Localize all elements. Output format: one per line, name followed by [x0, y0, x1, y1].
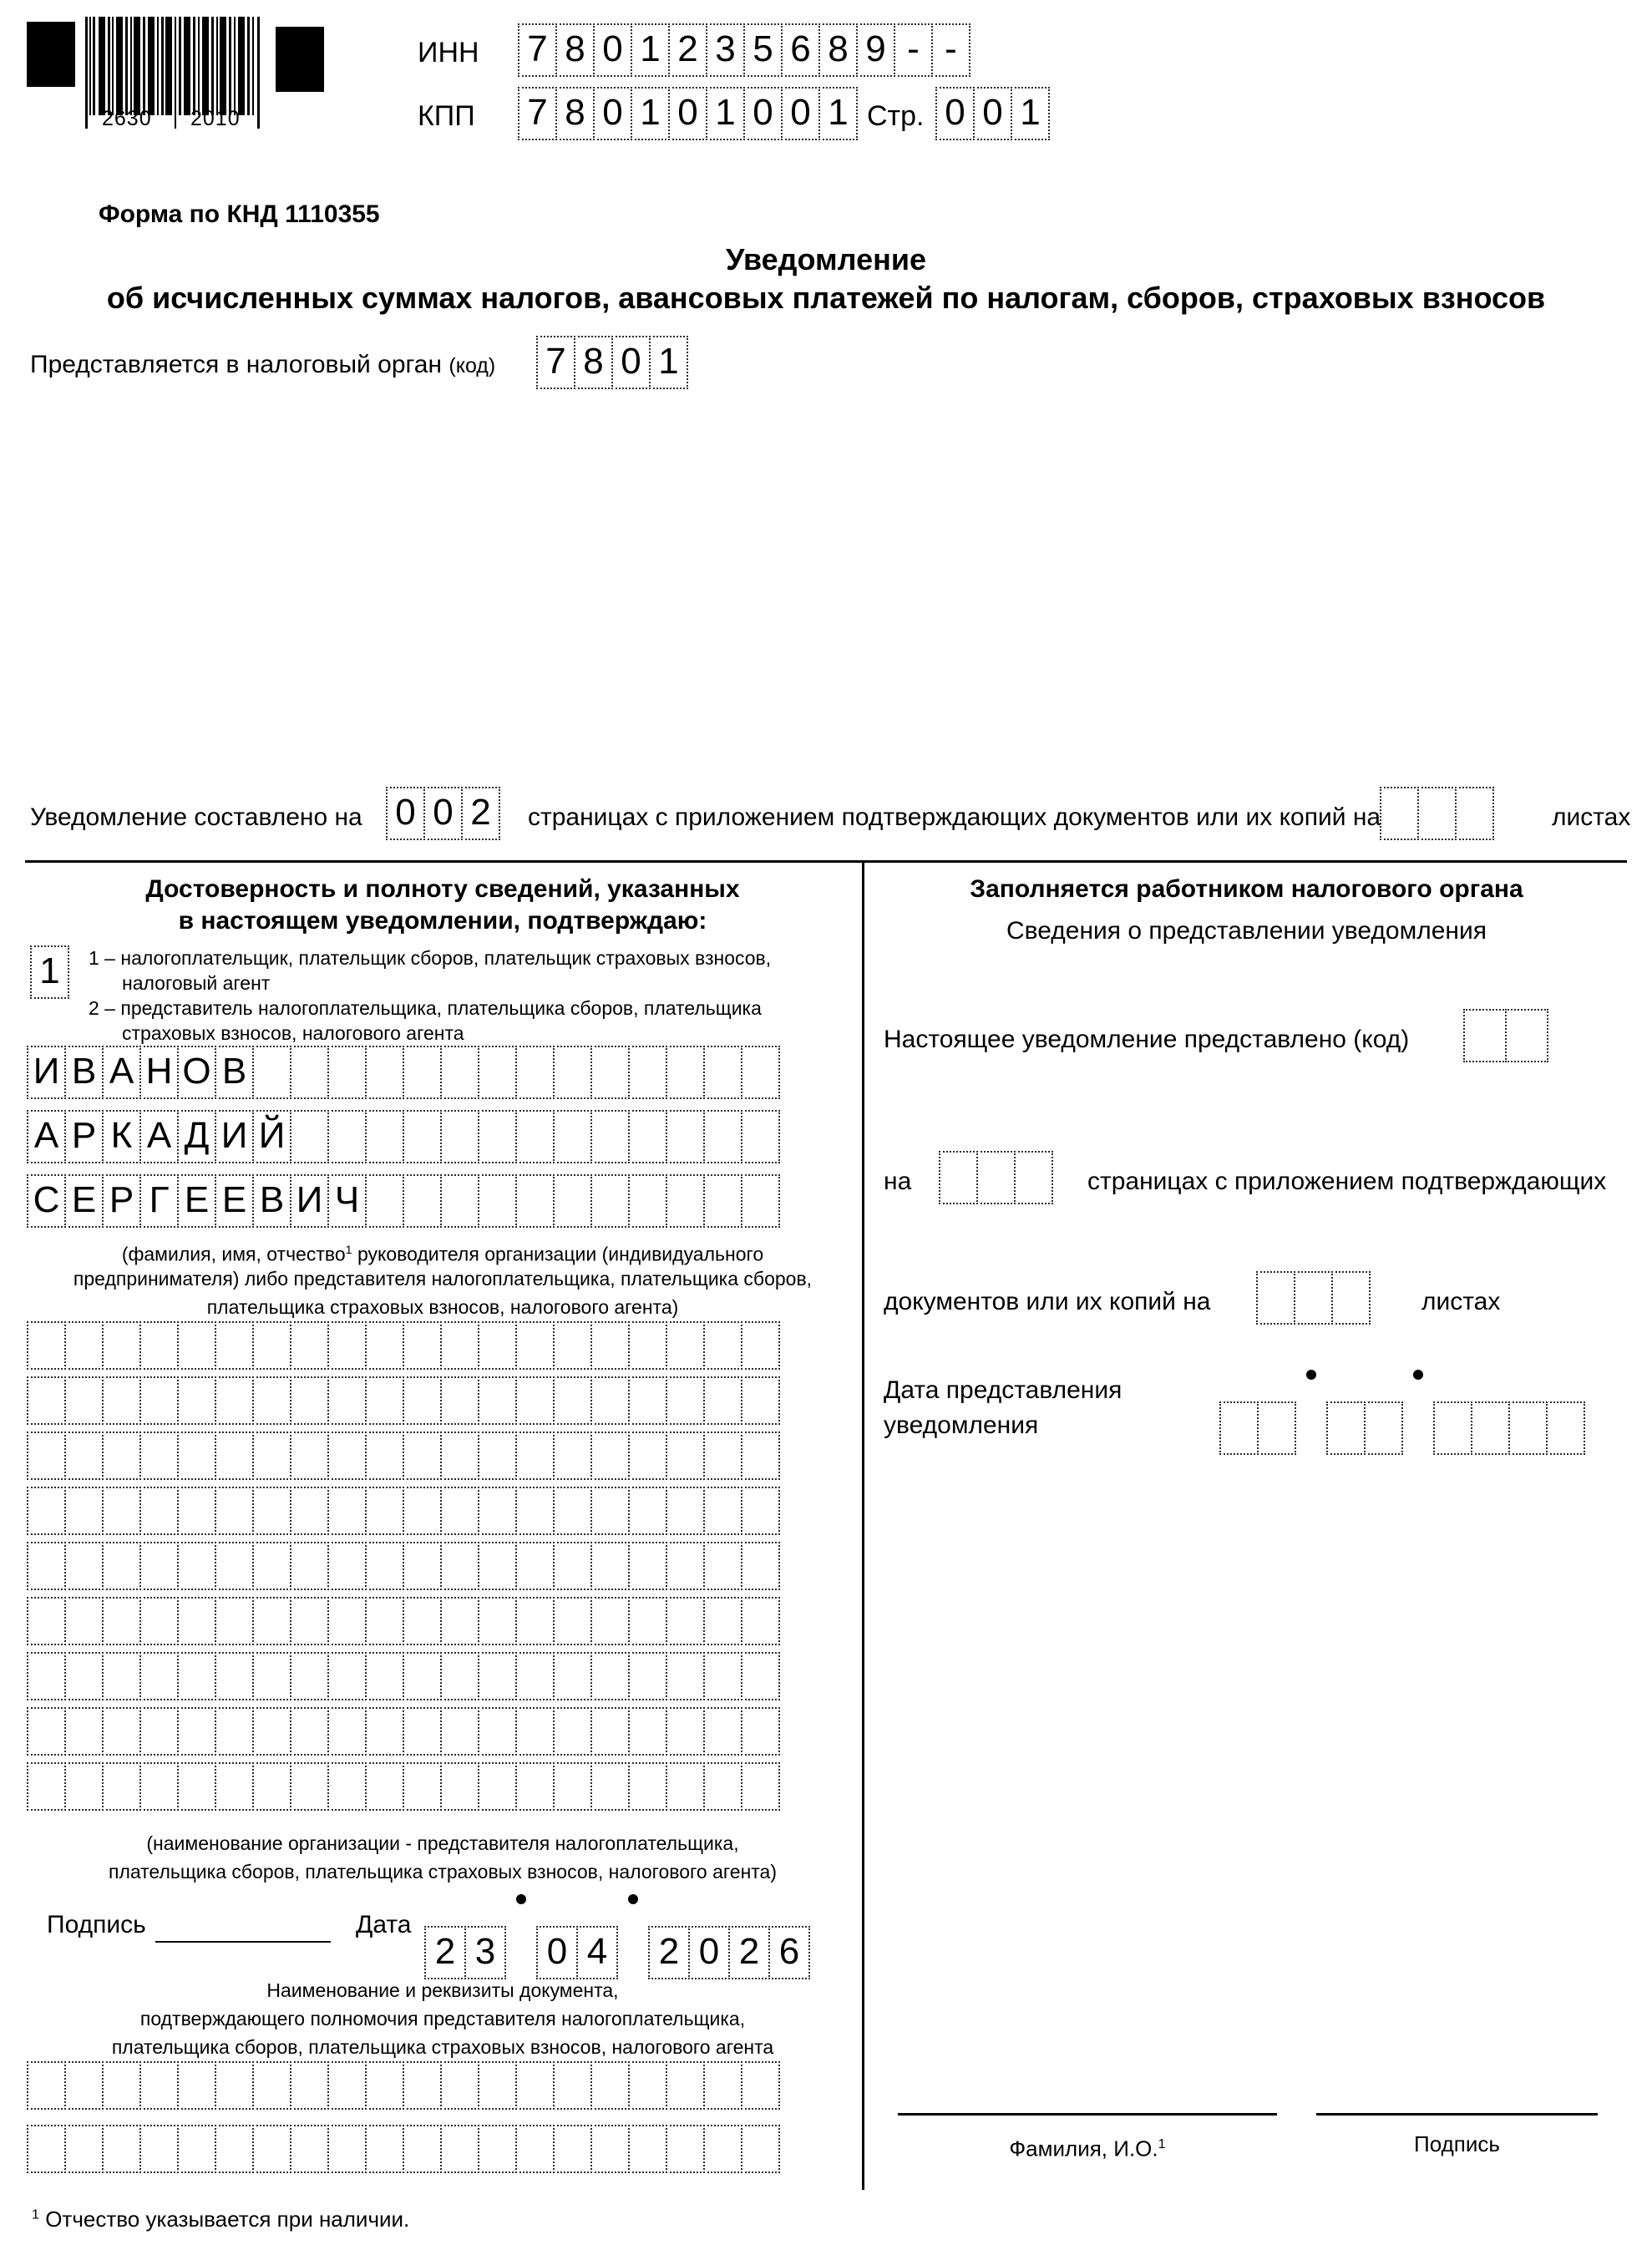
presented-code-field: [1463, 1009, 1548, 1062]
presented-code-label: Настоящее уведомление представлено (код): [884, 1026, 1410, 1053]
presented-docs-text: документов или их копий на: [884, 1288, 1211, 1315]
date-label: Дата: [356, 1911, 412, 1938]
signature-date-month-field: 0 4: [536, 1926, 618, 1979]
confirm-title-line1: Достоверность и полноту сведений, указанных: [145, 875, 740, 903]
inn-label: ИНН: [418, 37, 479, 68]
patronymic-field: С Е Р Г Е Е В И Ч: [27, 1174, 780, 1228]
signature-line: [155, 1941, 331, 1943]
inspector-name-caption: Фамилия, И.О.$^1$: [1009, 2136, 1166, 2161]
signer-legend-line3: 2 – представитель налогоплательщика, плательщика сборов, плательщика: [89, 997, 762, 1019]
inspector-section-title: Заполняется работником налогового органа: [970, 875, 1523, 903]
inspector-signature-line: [1316, 2113, 1598, 2116]
org-name-grid-row: [27, 1487, 780, 1535]
org-name-grid-row: [27, 1762, 780, 1811]
org-name-grid-row: [27, 1597, 780, 1645]
org-name-grid-row: [27, 1542, 780, 1590]
signer-type-field: 1: [30, 945, 69, 999]
org-name-grid-row: [27, 1321, 780, 1370]
presentation-date-month-field: [1326, 1401, 1403, 1455]
doc-grid-row: [27, 2061, 780, 2110]
inspector-name-footnote-mark: 1: [1158, 2136, 1166, 2151]
fio-caption-line3: плательщика страховых взносов, налогового агента): [206, 1296, 679, 1318]
presentation-date-field: [1219, 1370, 1585, 1455]
pages-count-field: 0 0 2: [386, 787, 500, 840]
footnote: $^1$ Отчество указывается при наличии.: [32, 2207, 410, 2232]
tax-authority-kod-label: (код): [448, 354, 496, 378]
presentation-date-year-field: [1433, 1401, 1585, 1455]
kpp-field: 7 8 0 1 0 1 0 0 1: [518, 87, 858, 140]
org-name-grid-row: [27, 1432, 780, 1480]
doc-caption-line2: подтверждающего полномочия представителя налогоплательщика,: [139, 2008, 746, 2030]
pages-row-suffix: листах: [1552, 803, 1631, 831]
fio-caption-line1: (фамилия, имя, отчество$^1$ руководителя организации (индивидуального: [121, 1243, 764, 1265]
page-number-field: 0 0 1: [935, 87, 1050, 140]
org-name-grid-row: [27, 1707, 780, 1756]
signature-label: Подпись: [47, 1911, 146, 1938]
tax-authority-code-field: 7 8 0 1: [536, 336, 688, 389]
pages-row-middle: страницах с приложением подтверждающих документов или их копий на: [528, 803, 1381, 831]
fio-caption-line2: предпринимателя) либо представителя налогоплательщика, плательщика сборов,: [73, 1268, 813, 1290]
pages-row-prefix: Уведомление составлено на: [30, 803, 362, 831]
inspector-name-line: [898, 2113, 1277, 2116]
org-caption-line1: (наименование организации - представителя налогоплательщика,: [146, 1832, 739, 1854]
barcode-number-left: 2630: [102, 107, 152, 130]
presented-on-label: на: [884, 1168, 912, 1195]
doc-caption-line3: плательщика сборов, плательщика страховых взносов, налогового агента: [111, 2036, 774, 2058]
barcode-number-right: 2010: [190, 107, 241, 130]
org-name-grid-row: [27, 1652, 780, 1700]
date-separator-dot: [628, 1894, 638, 1904]
doc-grid-row: [27, 2125, 780, 2173]
presented-pages-field: [939, 1151, 1053, 1204]
inn-field: 7 8 0 1 2 3 5 6 8 9 - -: [518, 23, 970, 77]
org-caption-line2: плательщика сборов, плательщика страховых взносов, налогового агента): [108, 1861, 777, 1883]
signer-legend-line4: страховых взносов, налогового агента: [122, 1022, 464, 1044]
footnote-mark: 1: [32, 2207, 39, 2222]
presented-pages-text: страницах с приложением подтверждающих: [1087, 1168, 1607, 1195]
section-divider-vertical: [862, 860, 864, 2190]
org-name-grid-row: [27, 1376, 780, 1425]
section-divider-horizontal: [25, 860, 1627, 863]
given-name-field: А Р К А Д И Й: [27, 1110, 780, 1163]
presentation-date-label-line1: Дата представления: [884, 1376, 1122, 1404]
form-title-line1: Уведомление: [725, 242, 926, 276]
doc-caption-line1: Наименование и реквизиты документа,: [266, 1979, 619, 2001]
presentation-date-day-field: [1219, 1401, 1296, 1455]
tax-authority-label: Представляется в налоговый орган (код): [30, 351, 496, 378]
form-code-label: Форма по КНД 1110355: [99, 200, 380, 228]
date-separator-dot: [516, 1894, 526, 1904]
signature-date-field: [424, 1894, 810, 1979]
presented-sheets-label: листах: [1421, 1288, 1501, 1315]
presented-sheets-field: [1256, 1271, 1371, 1325]
date-separator-dot: [1306, 1370, 1316, 1380]
date-separator-dot: [1413, 1370, 1423, 1380]
form-title-line2: об исчисленных суммах налогов, авансовых платежей по налогам, сборов, страховых взносов: [106, 281, 1546, 315]
page-label: Стр.: [867, 100, 925, 132]
inspector-section-subtitle: Сведения о представлении уведомления: [1006, 917, 1487, 945]
surname-field: И В А Н О В: [27, 1046, 780, 1099]
signature-date-day-field: 2 3: [424, 1926, 506, 1979]
signer-legend-line2: налоговый агент: [122, 972, 271, 994]
confirm-title-line2: в настоящем уведомлении, подтверждаю:: [178, 907, 707, 935]
attachment-sheets-field: [1380, 787, 1494, 840]
signer-legend-line1: 1 – налогоплательщик, плательщик сборов, плательщик страховых взносов,: [89, 947, 772, 969]
fio-caption-footnote-mark: 1: [345, 1244, 352, 1257]
kpp-label: КПП: [418, 100, 475, 132]
signature-date-year-field: 2 0 2 6: [648, 1926, 810, 1979]
presentation-date-label-line2: уведомления: [884, 1411, 1039, 1439]
corner-registration-mark-left: [27, 22, 75, 87]
inspector-signature-caption: Подпись: [1414, 2131, 1500, 2156]
corner-registration-mark-right: [276, 27, 324, 92]
